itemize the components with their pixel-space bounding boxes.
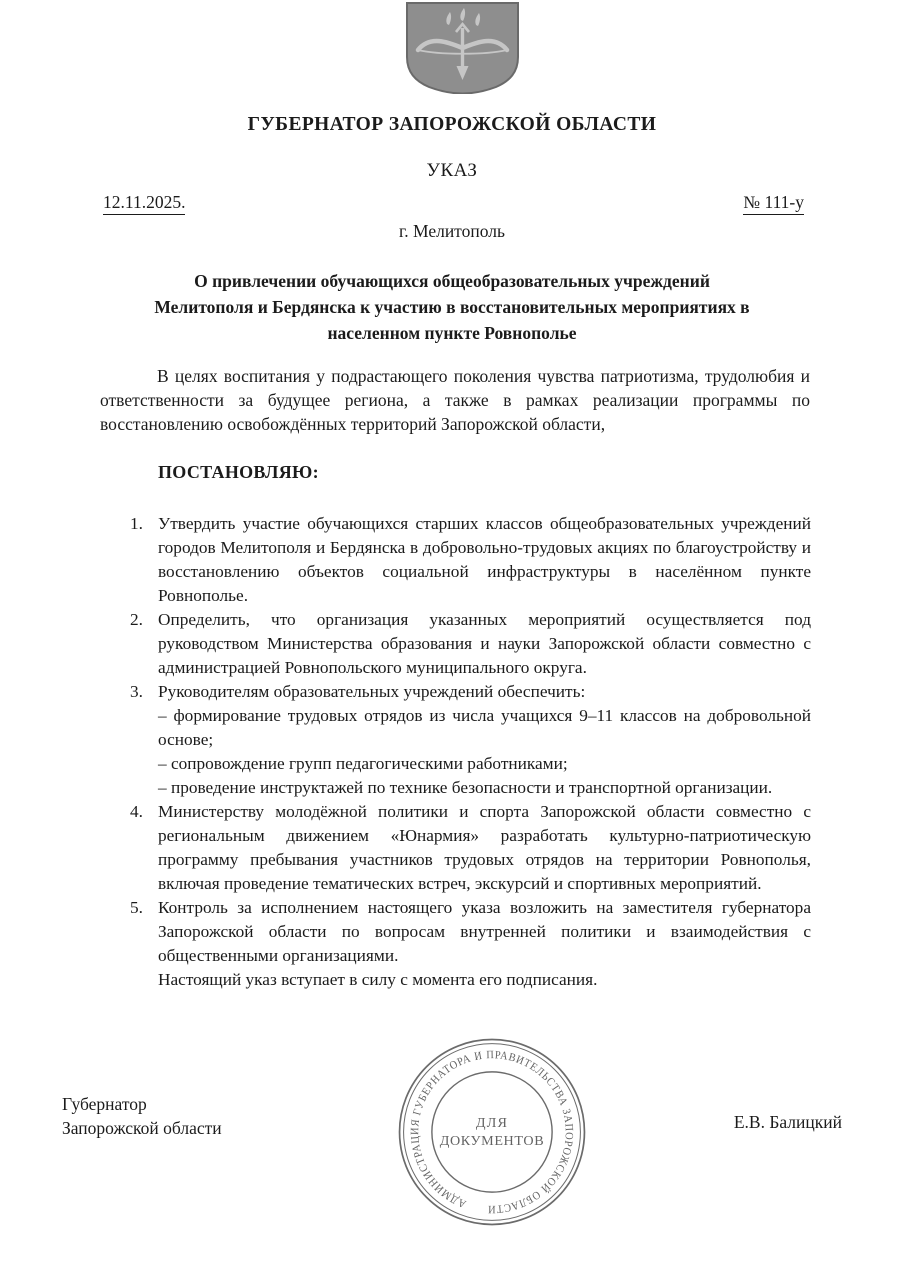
issuer-name: ГУБЕРНАТОР ЗАПОРОЖСКОЙ ОБЛАСТИ <box>247 114 657 135</box>
stamp-center-line1: ДЛЯ <box>475 1114 509 1131</box>
stamp-center-line2: ДОКУМЕНТОВ <box>439 1133 545 1150</box>
signatory-position <box>62 1093 222 1140</box>
coat-of-arms-icon <box>404 2 521 94</box>
list-item-number: 4. <box>130 802 143 821</box>
list-item-text <box>158 800 811 896</box>
resolve-label: ПОСТАНОВЛЯЮ: <box>158 462 319 482</box>
preamble-paragraph: В целях воспитания у подрастающего поколения чувства патриотизма, трудолюбия и ответственности за будущее региона, а также в рамках реализации программы по восстановлению освобождённых территорий Запорожской области, <box>100 366 810 434</box>
title-line: О привлечении обучающихся общеобразовательных учреждений <box>194 271 710 291</box>
list-item-number: 1. <box>130 514 143 533</box>
stamp-ring-text: АДМИНИСТРАЦИЯ ГУБЕРНАТОРА И ПРАВИТЕЛЬСТВА ЗАПОРОЖСКОЙ ОБЛАСТИ <box>409 1049 575 1215</box>
list-item-paragraph: Определить, что организация указанных мероприятий осуществляется под руководством Министерства образования и науки Запорожской области совместно с администрацией Ровнопольского муниципального округа. <box>158 610 811 677</box>
list-item-paragraph: Руководителям образовательных учреждений обеспечить: <box>158 682 586 701</box>
list-item-text <box>158 512 811 608</box>
list-item-number: 5. <box>130 898 143 917</box>
list-item-text <box>158 896 811 992</box>
list-item-paragraph: Утвердить участие обучающихся старших классов общеобразовательных учреждений городов Мелитополя и Бердянска в добровольно-трудовых акциях по благоустройству и восстановлению объектов социальной инфраструктуры в населённом пункте Ровнополье. <box>158 514 811 605</box>
title-line: Мелитополя и Бердянска к участию в восстановительных мероприятиях в <box>154 297 750 317</box>
list-item-number: 2. <box>130 610 143 629</box>
decree-list <box>0 512 904 992</box>
document-type-label: УКАЗ <box>426 160 478 181</box>
list-item <box>130 512 811 608</box>
list-item-number: 3. <box>130 682 143 701</box>
list-item-paragraph: Настоящий указ вступает в силу с момента его подписания. <box>158 970 598 989</box>
list-item <box>130 608 811 680</box>
list-item-paragraph: – формирование трудовых отрядов из числа учащихся 9–11 классов на добровольной основе; <box>158 706 811 749</box>
list-item-text <box>158 608 811 680</box>
signatory-position-line: Губернатор <box>62 1094 147 1114</box>
list-item-paragraph: Министерству молодёжной политики и спорта Запорожской области совместно с региональным движением «Юнармия» разработать культурно-патриотическую программу пребывания участников трудовых отрядов на территории Ровнополья, включая проведение тематических встреч, экскурсий и спортивных мероприятий. <box>158 802 811 893</box>
official-round-stamp <box>396 1036 588 1228</box>
signatory-position-line: Запорожской области <box>62 1117 222 1138</box>
list-item-paragraph: – проведение инструктажей по технике безопасности и транспортной организации. <box>158 778 773 797</box>
date-number-row <box>0 192 904 215</box>
list-item-paragraph: – сопровождение групп педагогическими работниками; <box>158 754 568 773</box>
list-item <box>130 800 811 896</box>
document-number: № 111-у <box>743 192 804 215</box>
svg-text:АДМИНИСТРАЦИЯ ГУБЕРНАТОРА И ПР <box>409 1049 575 1215</box>
list-item <box>130 896 811 992</box>
list-item-text <box>158 680 811 800</box>
title-line: населенном пункте Ровнополье <box>327 323 577 343</box>
document-title <box>0 268 904 346</box>
list-item <box>130 680 811 800</box>
issue-city: г. Мелитополь <box>399 221 505 241</box>
signatory-name: Е.В. Балицкий <box>733 1112 842 1132</box>
document-date: 12.11.2025. <box>103 192 185 215</box>
list-item-paragraph: Контроль за исполнением настоящего указа возложить на заместителя губернатора Запорожской области по вопросам внутренней политики и взаимодействия с общественными организациями. <box>158 898 811 965</box>
